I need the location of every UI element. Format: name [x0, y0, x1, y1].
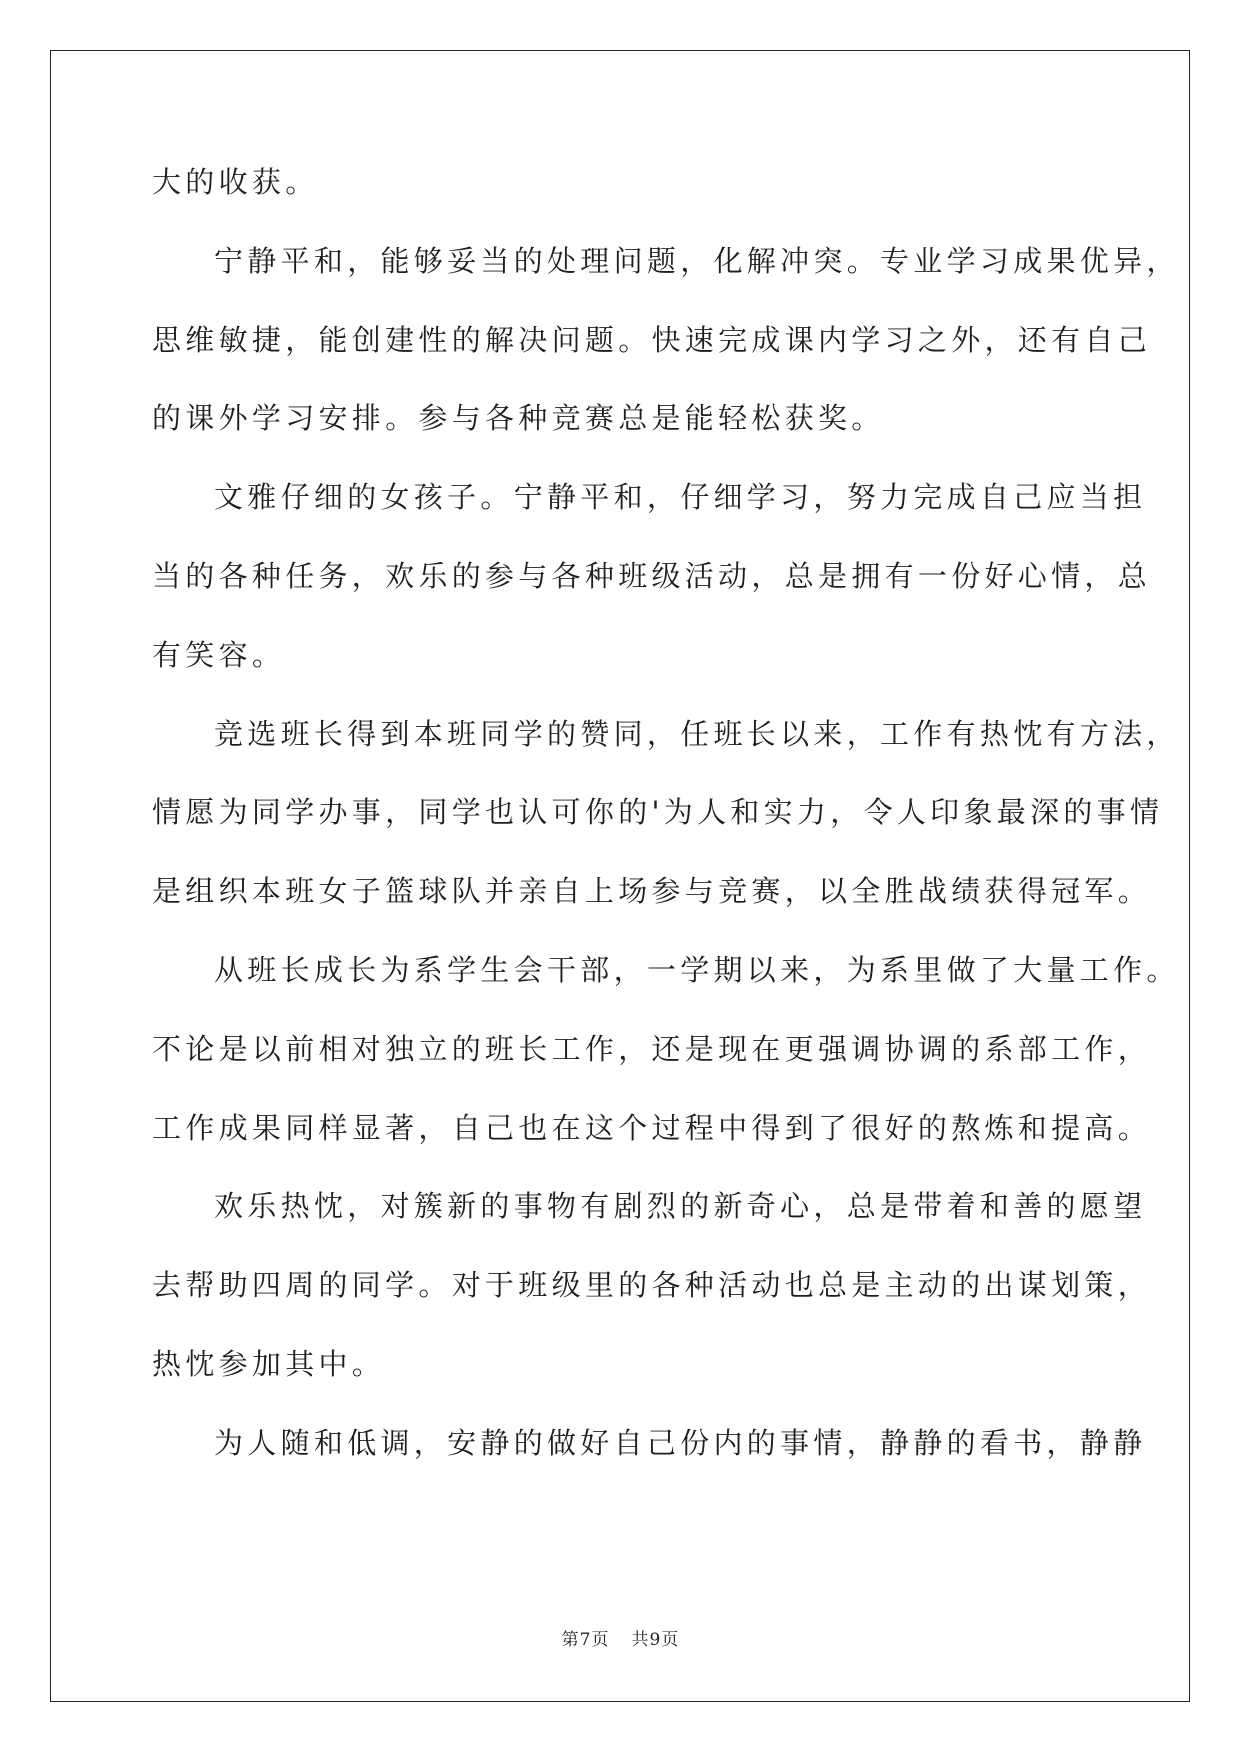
text-line: 从班长成长为系学生会干部，一学期以来，为系里做了大量工作。: [214, 952, 1180, 987]
text-line: 当的各种任务，欢乐的参与各种班级活动，总是拥有一份好心情，总: [152, 558, 1152, 593]
text-line: 有笑容。: [152, 637, 286, 672]
text-line: 不论是以前相对独立的班长工作，还是现在更强调协调的系部工作，: [152, 1031, 1152, 1066]
text-line: 去帮助四周的同学。对于班级里的各种活动也总是主动的出谋划策，: [152, 1268, 1152, 1303]
current-page-number: 第7页: [561, 1630, 610, 1650]
text-line: 文雅仔细的女孩子。宁静平和，仔细学习，努力完成自己应当担: [214, 480, 1147, 515]
document-body: [152, 160, 1180, 1500]
total-page-count: 共9页: [631, 1630, 680, 1650]
text-line: 欢乐热忱，对簇新的事物有剧烈的新奇心，总是带着和善的愿望: [214, 1189, 1147, 1224]
text-line: 思维敏捷，能创建性的解决问题。快速完成课内学习之外，还有自己: [152, 322, 1152, 357]
text-line: 大的收获。: [152, 165, 319, 199]
text-line: 宁静平和，能够妥当的处理问题，化解冲突。专业学习成果优异，: [214, 243, 1180, 278]
text-line: 为人随和低调，安静的做好自己份内的事情，静静的看书，静静: [214, 1425, 1147, 1460]
text-line: 情愿为同学办事，同学也认可你的'为人和实力，令人印象最深的事情: [152, 795, 1164, 830]
text-line: 工作成果同样显著，自己也在这个过程中得到了很好的熬炼和提高。: [152, 1110, 1152, 1145]
text-line: 的课外学习安排。参与各种竞赛总是能轻松获奖。: [152, 401, 885, 436]
text-line: 是组织本班女子篮球队并亲自上场参与竞赛，以全胜战绩获得冠军。: [152, 874, 1152, 909]
text-line: 热忱参加其中。: [152, 1346, 386, 1381]
text-line: 竞选班长得到本班同学的赞同，任班长以来，工作有热忱有方法，: [214, 716, 1180, 751]
page-footer: [0, 1625, 1241, 1650]
